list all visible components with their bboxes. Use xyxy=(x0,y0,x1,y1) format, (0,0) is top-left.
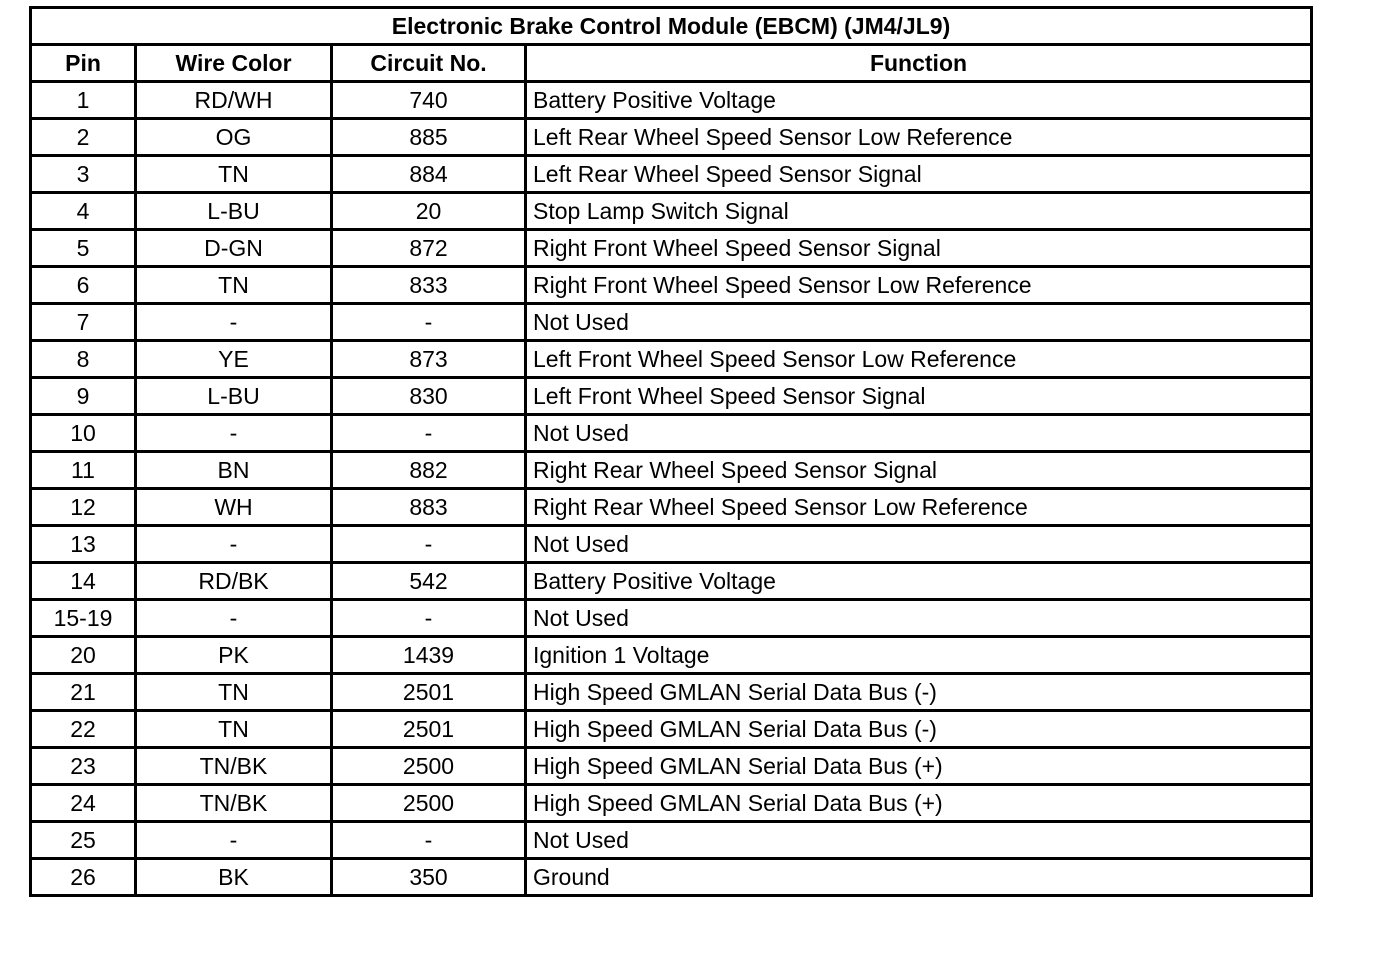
pin-cell: 15-19 xyxy=(31,600,136,637)
wire-color-cell: TN/BK xyxy=(136,748,332,785)
wire-color-cell: YE xyxy=(136,341,332,378)
wire-color-cell: - xyxy=(136,304,332,341)
wire-color-cell: OG xyxy=(136,119,332,156)
function-cell: Left Rear Wheel Speed Sensor Signal xyxy=(526,156,1312,193)
wire-color-cell: - xyxy=(136,822,332,859)
title-row xyxy=(31,8,1312,45)
circuit-no-cell: 833 xyxy=(332,267,526,304)
circuit-no-cell: 2500 xyxy=(332,785,526,822)
pin-cell: 7 xyxy=(31,304,136,341)
header-pin: Pin xyxy=(31,45,136,82)
header-circuit-no: Circuit No. xyxy=(332,45,526,82)
table-row xyxy=(31,526,1312,563)
function-cell: Right Rear Wheel Speed Sensor Signal xyxy=(526,452,1312,489)
function-cell: Right Rear Wheel Speed Sensor Low Reference xyxy=(526,489,1312,526)
wire-color-cell: - xyxy=(136,526,332,563)
table-row xyxy=(31,711,1312,748)
table-row xyxy=(31,748,1312,785)
pin-cell: 13 xyxy=(31,526,136,563)
wire-color-cell: BK xyxy=(136,859,332,896)
circuit-no-cell: - xyxy=(332,600,526,637)
table-row xyxy=(31,378,1312,415)
function-cell: High Speed GMLAN Serial Data Bus (+) xyxy=(526,748,1312,785)
function-cell: Battery Positive Voltage xyxy=(526,563,1312,600)
table-row xyxy=(31,563,1312,600)
circuit-no-cell: 882 xyxy=(332,452,526,489)
table-title: Electronic Brake Control Module (EBCM) (JM4/JL9) xyxy=(31,8,1312,45)
circuit-no-cell: - xyxy=(332,415,526,452)
pin-cell: 20 xyxy=(31,637,136,674)
pin-cell: 10 xyxy=(31,415,136,452)
wire-color-cell: BN xyxy=(136,452,332,489)
circuit-no-cell: 830 xyxy=(332,378,526,415)
table-row xyxy=(31,230,1312,267)
function-cell: Not Used xyxy=(526,526,1312,563)
table-row xyxy=(31,822,1312,859)
wire-color-cell: L-BU xyxy=(136,378,332,415)
table-row xyxy=(31,156,1312,193)
pin-cell: 26 xyxy=(31,859,136,896)
table-row xyxy=(31,267,1312,304)
pin-cell: 22 xyxy=(31,711,136,748)
circuit-no-cell: 885 xyxy=(332,119,526,156)
pin-cell: 3 xyxy=(31,156,136,193)
header-row xyxy=(31,45,1312,82)
function-cell: Ground xyxy=(526,859,1312,896)
wire-color-cell: RD/WH xyxy=(136,82,332,119)
function-cell: High Speed GMLAN Serial Data Bus (-) xyxy=(526,674,1312,711)
pin-cell: 9 xyxy=(31,378,136,415)
pin-cell: 8 xyxy=(31,341,136,378)
table-row xyxy=(31,341,1312,378)
pin-cell: 1 xyxy=(31,82,136,119)
function-cell: Not Used xyxy=(526,415,1312,452)
pin-cell: 5 xyxy=(31,230,136,267)
table-body xyxy=(31,82,1312,896)
function-cell: Not Used xyxy=(526,822,1312,859)
circuit-no-cell: 2500 xyxy=(332,748,526,785)
circuit-no-cell: 542 xyxy=(332,563,526,600)
table-row xyxy=(31,193,1312,230)
header-function: Function xyxy=(526,45,1312,82)
function-cell: Left Front Wheel Speed Sensor Signal xyxy=(526,378,1312,415)
pin-cell: 12 xyxy=(31,489,136,526)
pin-cell: 24 xyxy=(31,785,136,822)
circuit-no-cell: 873 xyxy=(332,341,526,378)
function-cell: Not Used xyxy=(526,304,1312,341)
circuit-no-cell: 350 xyxy=(332,859,526,896)
circuit-no-cell: 872 xyxy=(332,230,526,267)
wire-color-cell: TN xyxy=(136,267,332,304)
function-cell: Right Front Wheel Speed Sensor Low Reference xyxy=(526,267,1312,304)
table-row xyxy=(31,637,1312,674)
table-row xyxy=(31,600,1312,637)
pin-cell: 11 xyxy=(31,452,136,489)
wire-color-cell: L-BU xyxy=(136,193,332,230)
wire-color-cell: TN/BK xyxy=(136,785,332,822)
wire-color-cell: TN xyxy=(136,711,332,748)
circuit-no-cell: 884 xyxy=(332,156,526,193)
circuit-no-cell: 740 xyxy=(332,82,526,119)
table-row xyxy=(31,452,1312,489)
wire-color-cell: - xyxy=(136,600,332,637)
table-row xyxy=(31,82,1312,119)
table-row xyxy=(31,785,1312,822)
circuit-no-cell: 1439 xyxy=(332,637,526,674)
header-wire-color: Wire Color xyxy=(136,45,332,82)
function-cell: Ignition 1 Voltage xyxy=(526,637,1312,674)
circuit-no-cell: 883 xyxy=(332,489,526,526)
table-row xyxy=(31,119,1312,156)
wire-color-cell: PK xyxy=(136,637,332,674)
wire-color-cell: D-GN xyxy=(136,230,332,267)
function-cell: Stop Lamp Switch Signal xyxy=(526,193,1312,230)
circuit-no-cell: - xyxy=(332,526,526,563)
table-row xyxy=(31,489,1312,526)
circuit-no-cell: 20 xyxy=(332,193,526,230)
pin-cell: 21 xyxy=(31,674,136,711)
pin-cell: 6 xyxy=(31,267,136,304)
pin-cell: 14 xyxy=(31,563,136,600)
wire-color-cell: TN xyxy=(136,674,332,711)
pinout-table xyxy=(29,6,1313,897)
wire-color-cell: - xyxy=(136,415,332,452)
circuit-no-cell: - xyxy=(332,304,526,341)
pin-cell: 23 xyxy=(31,748,136,785)
function-cell: Not Used xyxy=(526,600,1312,637)
table-row xyxy=(31,415,1312,452)
table-row xyxy=(31,304,1312,341)
wire-color-cell: TN xyxy=(136,156,332,193)
function-cell: High Speed GMLAN Serial Data Bus (-) xyxy=(526,711,1312,748)
table-row xyxy=(31,859,1312,896)
wire-color-cell: RD/BK xyxy=(136,563,332,600)
pin-cell: 2 xyxy=(31,119,136,156)
wire-color-cell: WH xyxy=(136,489,332,526)
function-cell: High Speed GMLAN Serial Data Bus (+) xyxy=(526,785,1312,822)
pin-cell: 25 xyxy=(31,822,136,859)
ebcm-pinout-sheet xyxy=(29,6,1313,897)
function-cell: Left Rear Wheel Speed Sensor Low Reference xyxy=(526,119,1312,156)
function-cell: Battery Positive Voltage xyxy=(526,82,1312,119)
function-cell: Right Front Wheel Speed Sensor Signal xyxy=(526,230,1312,267)
pin-cell: 4 xyxy=(31,193,136,230)
table-row xyxy=(31,674,1312,711)
circuit-no-cell: - xyxy=(332,822,526,859)
circuit-no-cell: 2501 xyxy=(332,711,526,748)
function-cell: Left Front Wheel Speed Sensor Low Reference xyxy=(526,341,1312,378)
circuit-no-cell: 2501 xyxy=(332,674,526,711)
